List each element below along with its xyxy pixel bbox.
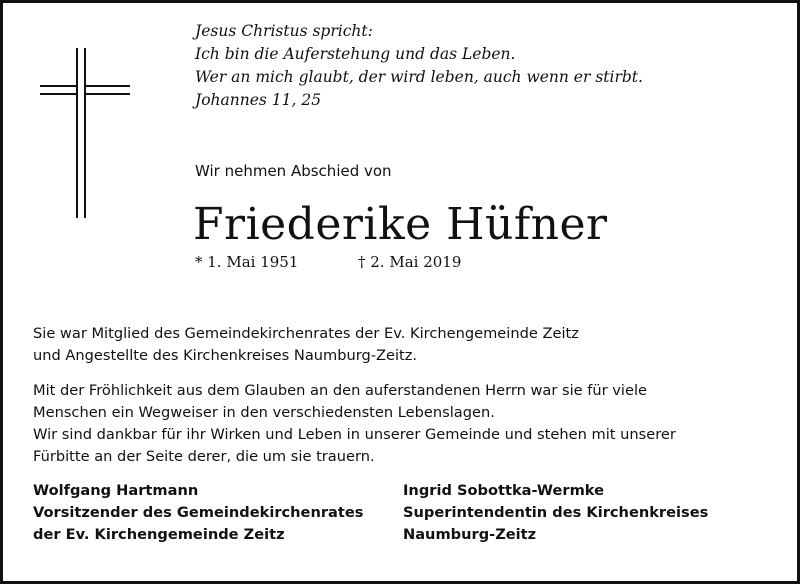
text-line: und Angestellte des Kirchenkreises Naumburg-Zeitz.: [33, 347, 418, 364]
text-line: Menschen ein Wegweiser in den verschiedensten Lebenslagen.: [33, 404, 495, 421]
life-dates: [195, 253, 462, 271]
verse-reference: Johannes 11, 25: [195, 91, 322, 109]
signatory-name: Ingrid Sobottka-Wermke: [403, 482, 604, 499]
birth-date: * 1. Mai 1951: [195, 253, 299, 271]
text-line: Mit der Fröhlichkeit aus dem Glauben an den auferstandenen Herrn war sie für viele: [33, 382, 647, 399]
signatory-title: Superintendentin des Kirchenkreises: [403, 504, 709, 521]
verse-line: Jesus Christus spricht:: [195, 22, 373, 40]
signature-right: [403, 480, 708, 546]
verse-line: Wer an mich glaubt, der wird leben, auch wenn er stirbt.: [195, 68, 643, 86]
death-date: † 2. Mai 2019: [358, 253, 462, 271]
text-line: Fürbitte an der Seite derer, die um sie trauern.: [33, 448, 375, 465]
signatory-name: Wolfgang Hartmann: [33, 482, 199, 499]
cross-icon: [40, 48, 130, 218]
text-line: Wir sind dankbar für ihr Wirken und Leben in unserer Gemeinde und stehen mit unserer: [33, 426, 676, 443]
text-line: Sie war Mitglied des Gemeindekirchenrates der Ev. Kirchengemeinde Zeitz: [33, 325, 579, 342]
signatory-title: Vorsitzender des Gemeindekirchenrates: [33, 504, 364, 521]
signatory-title: der Ev. Kirchengemeinde Zeitz: [33, 526, 285, 543]
farewell-intro: Wir nehmen Abschied von: [195, 162, 392, 180]
verse-line: Ich bin die Auferstehung und das Leben.: [195, 45, 516, 63]
deceased-name: Friederike Hüfner: [193, 199, 608, 250]
tribute-text: [33, 310, 783, 481]
signatory-title: Naumburg-Zeitz: [403, 526, 537, 543]
bible-verse: [195, 20, 755, 112]
signature-left: [33, 480, 363, 546]
